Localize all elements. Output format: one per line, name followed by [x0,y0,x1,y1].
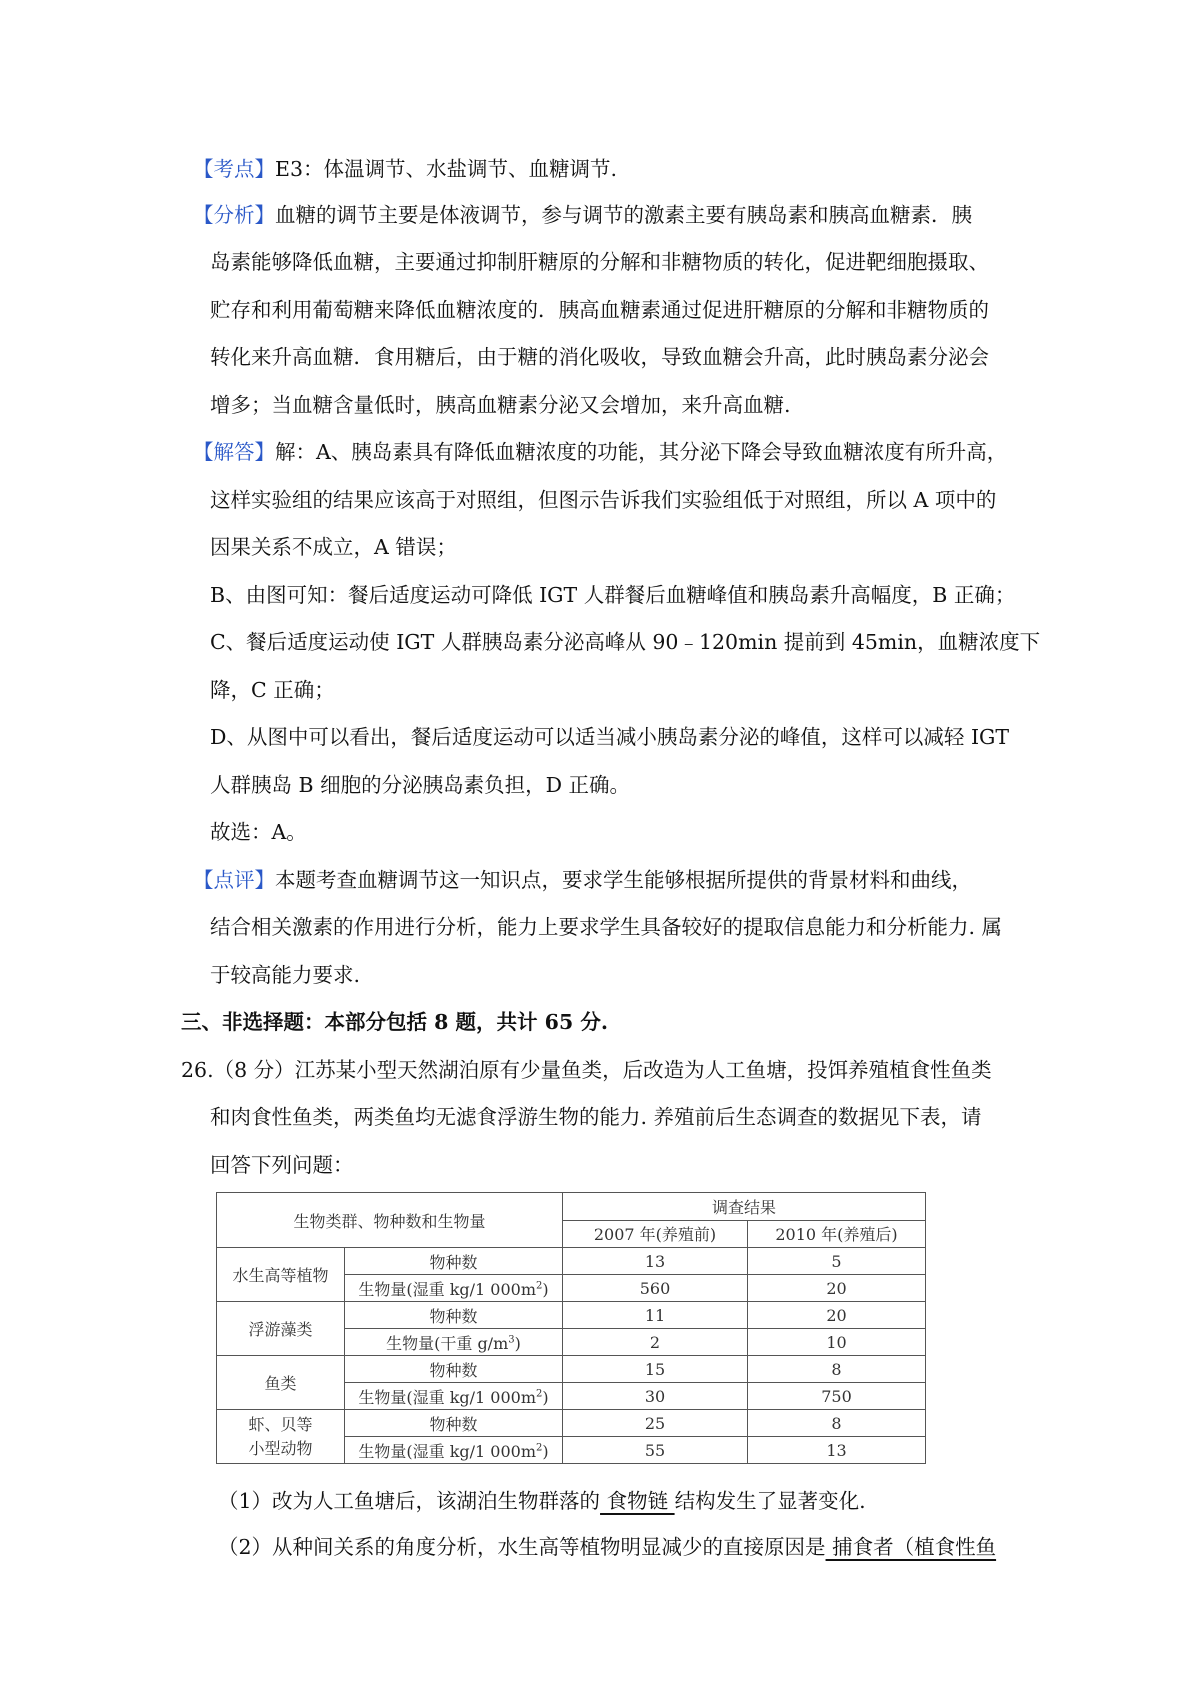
row-label: 生物量(湿重 kg/1 $000m^2$) [345,1383,563,1410]
fenxi-tag: 【分析】 [193,203,275,227]
table-col-2010: 2010 年(养殖后) [748,1220,926,1248]
cell-2007: 560 [563,1275,748,1302]
cell-2007: 25 [563,1410,748,1437]
group-name: 鱼类 [217,1356,345,1410]
cell-2010: 5 [748,1248,926,1275]
table-row [217,1356,926,1383]
cell-2010: 750 [748,1383,926,1410]
jieda-tag: 【解答】 [193,440,275,464]
fenxi-line-2: 岛素能够降低血糖，主要通过抑制肝糖原的分解和非糖物质的转化，促进靶细胞摄取、 [210,250,989,274]
group-name: 虾、贝等 小型动物 [217,1410,345,1464]
sub1-answer: 食物链 [600,1489,675,1513]
fenxi-text-1: 血糖的调节主要是体液调节，参与调节的激素主要有胰岛素和胰高血糖素．胰 [275,203,972,227]
jieda-option-b: B、由图可知：餐后适度运动可降低 IGT 人群餐后血糖峰值和胰岛素升高幅度，B 正确； [210,583,1016,607]
jieda-line-1 [193,437,1013,467]
jieda-text-1: 解：A、胰岛素具有降低血糖浓度的功能，其分泌下降会导致血糖浓度有所升高， [275,440,1008,464]
section-3-heading: 三、非选择题：本部分包括 8 题，共计 65 分. [181,1010,608,1034]
sub-question-1 [218,1486,1038,1516]
dianping-tag: 【点评】 [193,868,275,892]
table-col-2007: 2007 年(养殖前) [563,1220,748,1248]
table-head-left: 生物类群、物种数和生物量 [217,1193,563,1248]
cell-2010: 8 [748,1410,926,1437]
row-label: 生物量(干重 $g/m^3$) [345,1329,563,1356]
cell-2007: 2 [563,1329,748,1356]
row-label: 生物量(湿重 kg/1 $000m^2$) [345,1437,563,1464]
fenxi-line-3: 贮存和利用葡萄糖来降低血糖浓度的．胰高血糖素通过促进肝糖原的分解和非糖物质的 [210,298,989,322]
row-label: 物种数 [345,1302,563,1329]
table-row [217,1248,926,1275]
dianping-line-2: 结合相关激素的作用进行分析，能力上要求学生具备较好的提取信息能力和分析能力. 属 [210,915,1003,939]
cell-2007: 15 [563,1356,748,1383]
jieda-line-3: 因果关系不成立，A 错误； [210,535,457,559]
fenxi-line-5: 增多；当血糖含量低时，胰高血糖素分泌又会增加，来升高血糖. [210,393,791,417]
cell-2007: 30 [563,1383,748,1410]
jieda-option-d-1: D、从图中可以看出，餐后适度运动可以适当减小胰岛素分泌的峰值，这样可以减轻 IGT [210,725,1010,749]
jieda-choice: 故选：A。 [210,820,307,844]
row-label: 物种数 [345,1356,563,1383]
cell-2010: 13 [748,1437,926,1464]
cell-2010: 20 [748,1275,926,1302]
table-row [217,1410,926,1437]
dianping-line-3: 于较高能力要求. [210,963,361,987]
kaodian-line [193,154,1013,184]
sub2-prefix: （2）从种间关系的角度分析，水生高等植物明显减少的直接原因是 [218,1535,826,1559]
sub-question-2 [218,1532,1038,1562]
cell-2007: 13 [563,1248,748,1275]
jieda-option-d-2: 人群胰岛 B 细胞的分泌胰岛素负担，D 正确。 [210,773,631,797]
cell-2007: 55 [563,1437,748,1464]
q26-line-2: 和肉食性鱼类，两类鱼均无滤食浮游生物的能力. 养殖前后生态调查的数据见下表，请 [210,1105,982,1129]
fenxi-line-1 [193,200,1013,230]
group-name: 水生高等植物 [217,1248,345,1302]
dianping-text-1: 本题考查血糖调节这一知识点，要求学生能够根据所提供的背景材料和曲线， [275,868,972,892]
sub1-prefix: （1）改为人工鱼塘后，该湖泊生物群落的 [218,1489,601,1513]
jieda-option-c-2: 降，C 正确； [210,678,335,702]
kaodian-tag: 【考点】 [193,157,275,181]
table-head-result: 调查结果 [563,1193,926,1221]
sub2-answer: 捕食者（植食性鱼 [825,1535,997,1559]
kaodian-text: E3：体温调节、水盐调节、血糖调节. [275,157,618,181]
row-label: 物种数 [345,1410,563,1437]
q26-line-1: 26.（8 分）江苏某小型天然湖泊原有少量鱼类，后改造为人工鱼塘，投饵养殖植食性鱼类 [181,1058,992,1082]
row-label: 物种数 [345,1248,563,1275]
table-row [217,1302,926,1329]
jieda-line-2: 这样实验组的结果应该高于对照组，但图示告诉我们实验组低于对照组，所以 A 项中的 [210,488,997,512]
cell-2010: 8 [748,1356,926,1383]
cell-2010: 10 [748,1329,926,1356]
group-name: 浮游藻类 [217,1302,345,1356]
q26-line-3: 回答下列问题： [210,1153,354,1177]
jieda-option-c-1: C、餐后适度运动使 IGT 人群胰岛素分泌高峰从 90﹣120min 提前到 45min，血糖浓度下 [210,630,1041,654]
row-label: 生物量(湿重 kg/1 $000m^2$) [345,1275,563,1302]
fenxi-line-4: 转化来升高血糖．食用糖后，由于糖的消化吸收，导致血糖会升高，此时胰岛素分泌会 [210,345,989,369]
survey-table [216,1192,926,1464]
dianping-line-1 [193,865,1013,895]
cell-2010: 20 [748,1302,926,1329]
sub1-suffix: 结构发生了显著变化. [674,1489,866,1513]
cell-2007: 11 [563,1302,748,1329]
